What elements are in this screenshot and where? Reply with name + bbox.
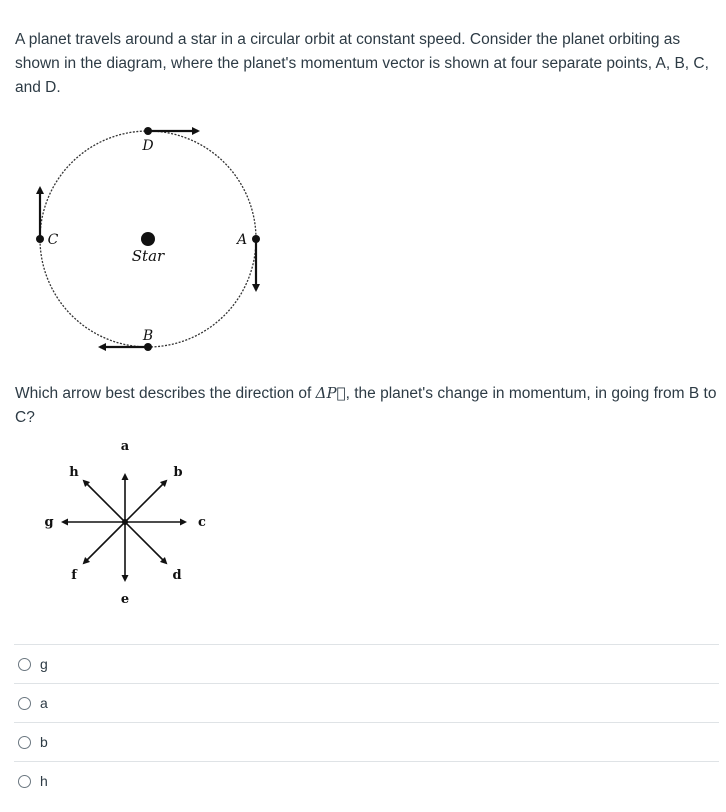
label-f: f bbox=[71, 568, 77, 583]
radio-button[interactable] bbox=[18, 775, 31, 788]
answer-label: g bbox=[40, 656, 48, 672]
label-g: g bbox=[44, 515, 54, 530]
second-question-before: Which arrow best describes the direction of bbox=[15, 385, 312, 402]
label-d: d bbox=[172, 568, 182, 583]
arrow-h bbox=[84, 481, 125, 522]
second-question-text bbox=[15, 381, 720, 430]
star-dot bbox=[141, 232, 155, 246]
label-b: B bbox=[142, 328, 154, 344]
answer-option-g[interactable] bbox=[14, 644, 719, 683]
label-b: b bbox=[173, 465, 183, 480]
answer-option-a[interactable] bbox=[14, 683, 719, 722]
arrow-f bbox=[84, 522, 125, 563]
answer-option-h[interactable] bbox=[14, 761, 719, 800]
label-c: C bbox=[47, 232, 59, 248]
star-label: Star bbox=[131, 247, 165, 265]
orbit-diagram bbox=[20, 118, 290, 368]
label-e: e bbox=[120, 592, 130, 607]
direction-arrow-diagram bbox=[30, 432, 220, 612]
answer-label: h bbox=[40, 773, 48, 789]
question-text: A planet travels around a star in a circular orbit at constant speed. Consider the planet orbiting as shown in the diagram, where the planet's momentum vector is shown at four separate points, A, B, C, and D. bbox=[15, 31, 709, 96]
answer-option-b[interactable] bbox=[14, 722, 719, 761]
radio-button[interactable] bbox=[18, 736, 31, 749]
second-question-after: , the planet's change in momentum, in going from B to C? bbox=[15, 385, 717, 426]
radio-button[interactable] bbox=[18, 697, 31, 710]
answer-options bbox=[14, 644, 719, 800]
answer-label: b bbox=[40, 734, 48, 750]
radio-button[interactable] bbox=[18, 658, 31, 671]
label-h: h bbox=[69, 465, 79, 480]
label-a: a bbox=[120, 439, 130, 454]
label-d: D bbox=[142, 138, 154, 154]
answer-label: a bbox=[40, 695, 48, 711]
delta-p-symbol: ΔP⃗ bbox=[315, 384, 346, 402]
label-c: c bbox=[198, 515, 206, 530]
arrow-b bbox=[125, 481, 166, 522]
arrow-d bbox=[125, 522, 166, 563]
label-a: A bbox=[236, 232, 248, 248]
